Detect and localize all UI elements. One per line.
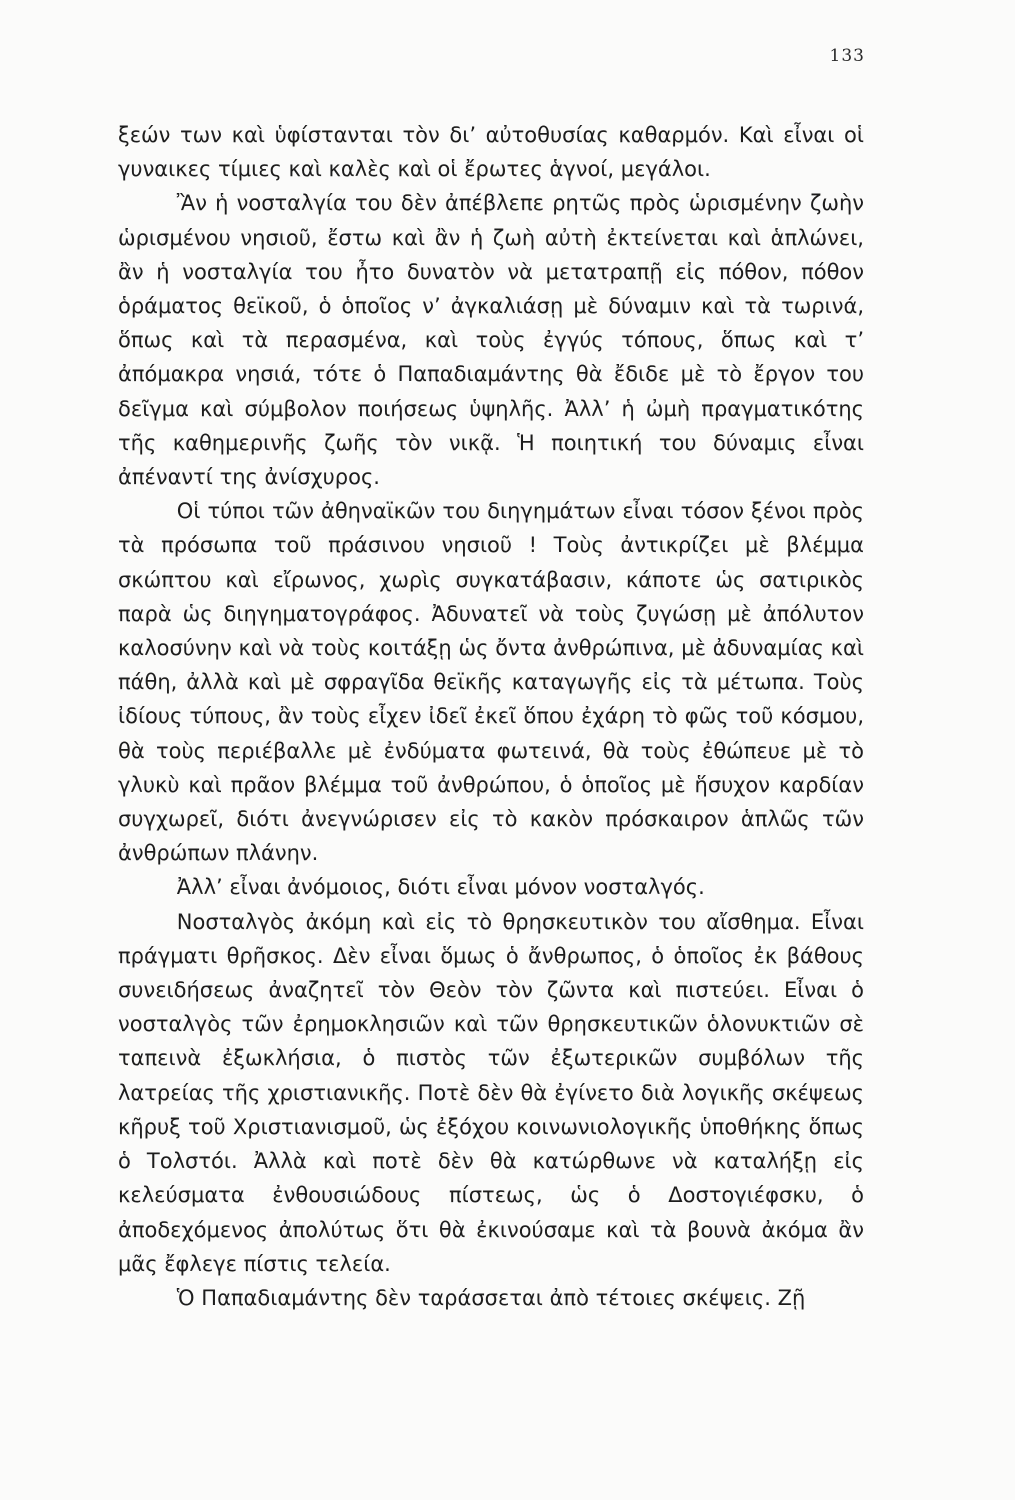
paragraph-3: Οἱ τύποι τῶν ἀθηναϊκῶν του διηγημάτων εἶναι τόσον ξένοι πρὸς τὰ πρόσωπα τοῦ πράσινου νησιοῦ ! Τοὺς ἀντικρίζει μὲ βλέμμα σκώπτου καὶ εἴρωνος, χωρὶς συγκατάβασιν, κάποτε ὡς σατιρικὸς παρὰ ὡς διηγηματογράφος. Ἀδυνατεῖ νὰ τοὺς ζυγώσῃ μὲ ἀπόλυτον καλοσύνην καὶ νὰ τοὺς κοιτάξῃ ὡς ὄντα ἀνθρώπινα, μὲ ἀδυναμίας καὶ πάθη, ἀλλὰ καὶ μὲ σφραγῖδα θεϊκῆς καταγωγῆς εἰς τὰ μέτωπα. Τοὺς ἰδίους τύπους, ἂν τοὺς εἶχεν ἰδεῖ ἐκεῖ ὅπου ἐχάρη τὸ φῶς τοῦ κόσμου, θὰ τοὺς περιέβαλλε μὲ ἐνδύματα φωτεινά, θὰ τοὺς ἐθώπευε μὲ τὸ γλυκὺ καὶ πρᾶον βλέμμα τοῦ ἀνθρώπου, ὁ ὁποῖος μὲ ἥσυχον καρδίαν συγχωρεῖ, διότι ἀνεγνώρισεν εἰς τὸ κακὸν πρόσκαιρον ἁπλῶς τῶν ἀνθρώπων πλάνην. — [118, 499, 864, 866]
paragraph-6: Ὁ Παπαδιαμάντης δὲν ταράσσεται ἀπὸ τέτοιες σκέψεις. Ζῇ — [176, 1285, 806, 1310]
paragraph-1: ξεών των καὶ ὑφίστανται τὸν δι’ αὐτοθυσίας καθαρμόν. Καὶ εἶναι οἱ γυναικες τίμιες καὶ καλὲς καὶ οἱ ἔρωτες ἁγνοί, μεγάλοι. — [118, 123, 864, 182]
paragraph-4: Ἀλλ’ εἶναι ἀνόμοιος, διότι εἶναι μόνον νοσταλγός. — [176, 875, 705, 900]
body-text — [118, 118, 864, 1315]
paragraph-5: Νοσταλγὸς ἀκόμη καὶ εἰς τὸ θρησκευτικὸν του αἴσθημα. Εἶναι πράγματι θρῆσκος. Δὲν εἶναι ὅμως ὁ ἄνθρωπος, ὁ ὁποῖος ἐκ βάθους συνειδήσεως ἀναζητεῖ τὸν Θεὸν τὸν ζῶντα καὶ πιστεύει. Εἶναι ὁ νοσταλγὸς τῶν ἐρημοκλησιῶν καὶ τῶν θρησκευτικῶν ὁλονυκτιῶν σὲ ταπεινὰ ἐξωκλήσια, ὁ πιστὸς τῶν ἐξωτερικῶν συμβόλων τῆς λατρείας τῆς χριστιανικῆς. Ποτὲ δὲν θὰ ἐγίνετο διὰ λογικῆς σκέψεως κῆρυξ τοῦ Χριστιανισμοῦ, ὡς ἐξόχου κοινωνιολογικῆς ὑποθήκης ὅπως ὁ Τολστόι. Ἀλλὰ καὶ ποτὲ δὲν θὰ κατώρθωνε νὰ καταλήξῃ εἰς κελεύσματα ἐνθουσιώδους πίστεως, ὡς ὁ Δοστογιέφσκυ, ὁ ἀποδεχόμενος ἀπολύτως ὅτι θὰ ἐκινούσαμε καὶ τὰ βουνὰ ἀκόμα ἂν μᾶς ἔφλεγε πίστις τελεία. — [118, 909, 864, 1276]
page-number: 133 — [829, 46, 865, 66]
paragraph-2: Ἂν ἡ νοσταλγία του δὲν ἀπέβλεπε ρητῶς πρὸς ὡρισμένην ζωὴν ὡρισμένου νησιοῦ, ἔστω καὶ ἂν ἡ ζωὴ αὐτὴ ἐκτείνεται καὶ ἁπλώνει, ἂν ἡ νοσταλγία του ἦτο δυνατὸν νὰ μετατραπῇ εἰς πόθον, πόθον ὁράματος θεϊκοῦ, ὁ ὁποῖος ν’ ἀγκαλιάσῃ μὲ δύναμιν καὶ τὰ τωρινά, ὅπως καὶ τὰ περασμένα, καὶ τοὺς ἐγγύς τόπους, ὅπως καὶ τ’ ἀπόμακρα νησιά, τότε ὁ Παπαδιαμάντης θὰ ἔδιδε μὲ τὸ ἔργον του δεῖγμα καὶ σύμβολον ποιήσεως ὑψηλῆς. Ἀλλ’ ἡ ὠμὴ πραγματικότης τῆς καθημερινῆς ζωῆς τὸν νικᾷ. Ἡ ποιητική του δύναμις εἶναι ἀπέναντί της ἀνίσχυρος. — [118, 191, 864, 490]
